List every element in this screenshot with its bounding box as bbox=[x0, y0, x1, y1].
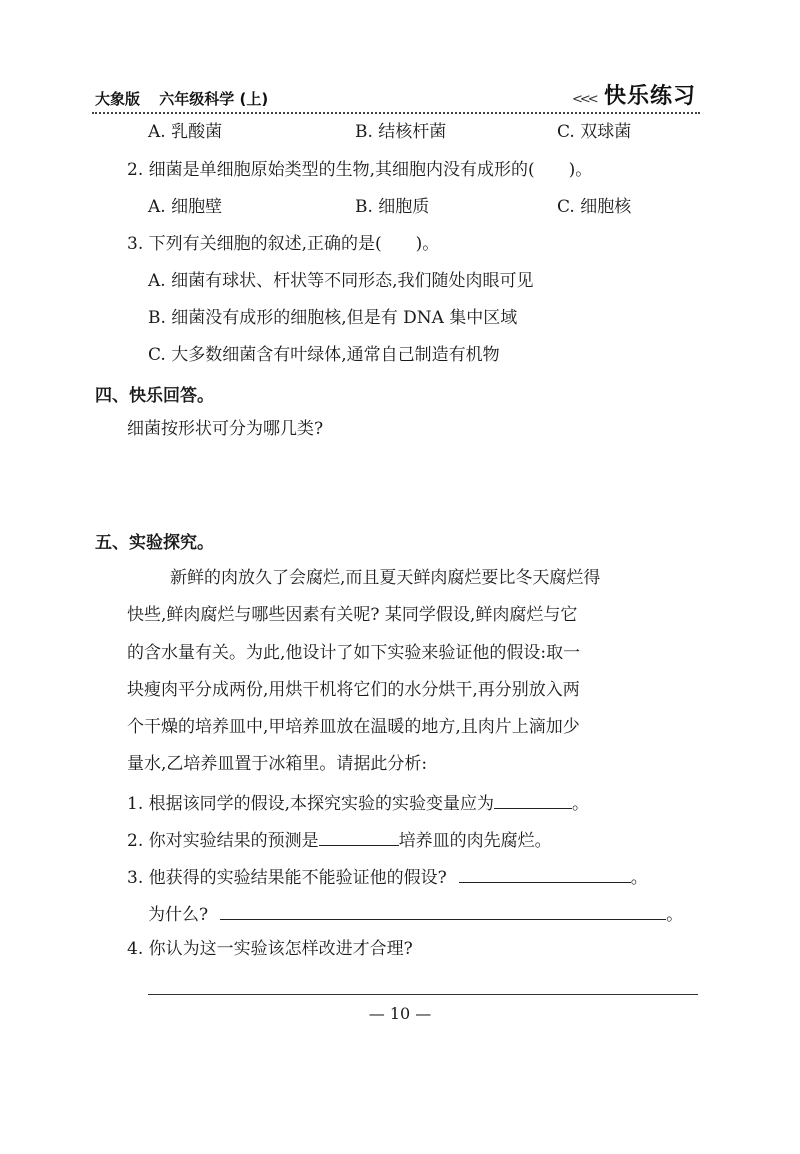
exp-q2 bbox=[127, 827, 552, 852]
exp-q1-end: 。 bbox=[572, 794, 590, 814]
q3-stem: 3. 下列有关细胞的叙述,正确的是( )。 bbox=[127, 234, 440, 254]
footer-divider bbox=[148, 994, 698, 995]
q3-option-a: A. 细菌有球状、杆状等不同形态,我们随处肉眼可见 bbox=[148, 271, 534, 291]
exp-q3-why-end: 。 bbox=[666, 905, 684, 925]
paragraph-line: 量水,乙培养皿置于冰箱里。请据此分析: bbox=[127, 754, 428, 774]
exp-q2-blank[interactable] bbox=[319, 827, 399, 846]
q2-option-a: A. 细胞壁 bbox=[148, 197, 223, 217]
section5-title: 五、实验探究。 bbox=[95, 533, 214, 553]
exp-q3-end: 。 bbox=[630, 868, 648, 888]
exp-q2-text: 2. 你对实验结果的预测是 bbox=[127, 831, 319, 851]
q1-option-b: B. 结核杆菌 bbox=[355, 122, 447, 142]
exp-q3-why bbox=[148, 901, 683, 926]
paragraph-line: 新鲜的肉放久了会腐烂,而且夏天鲜肉腐烂要比冬天腐烂得 bbox=[170, 568, 601, 588]
exp-q3-text: 3. 他获得的实验结果能不能验证他的假设? bbox=[127, 868, 447, 888]
exp-q3 bbox=[127, 864, 648, 889]
exp-q3-blank[interactable] bbox=[459, 864, 631, 883]
chevron-decoration-icon: <<< bbox=[572, 92, 596, 107]
exp-q4: 4. 你认为这一实验该怎样改进才合理? bbox=[127, 939, 413, 959]
exp-q1-text: 1. 根据该同学的假设,本探究实验的实验变量应为 bbox=[127, 794, 495, 814]
book-title: 六年级科学 (上) bbox=[159, 90, 269, 108]
q2-option-c: C. 细胞核 bbox=[557, 197, 632, 217]
publisher-label: 大象版 bbox=[95, 90, 141, 108]
page-number: — 10 — bbox=[368, 1004, 432, 1023]
header-divider bbox=[92, 112, 700, 114]
exp-q3-why-text: 为什么? bbox=[148, 905, 209, 925]
paragraph-line: 的含水量有关。为此,他设计了如下实验来验证他的假设:取一 bbox=[127, 643, 581, 663]
q3-option-b: B. 细菌没有成形的细胞核,但是有 DNA 集中区域 bbox=[148, 308, 518, 328]
paragraph-line: 块瘦肉平分成两份,用烘干机将它们的水分烘干,再分别放入两 bbox=[127, 680, 580, 700]
exp-q2-after: 培养皿的肉先腐烂。 bbox=[398, 831, 552, 851]
paragraph-line: 快些,鲜肉腐烂与哪些因素有关呢? 某同学假设,鲜肉腐烂与它 bbox=[127, 605, 578, 625]
exp-q1 bbox=[127, 790, 589, 815]
section4-question: 细菌按形状可分为哪几类? bbox=[127, 419, 324, 439]
q1-option-a: A. 乳酸菌 bbox=[148, 122, 223, 142]
q2-option-b: B. 细胞质 bbox=[355, 197, 430, 217]
q1-option-c: C. 双球菌 bbox=[557, 122, 632, 142]
q2-stem: 2. 细菌是单细胞原始类型的生物,其细胞内没有成形的( )。 bbox=[127, 160, 593, 180]
header-book-info bbox=[95, 88, 282, 109]
section4-title: 四、快乐回答。 bbox=[95, 386, 214, 406]
exp-q3-why-blank[interactable] bbox=[220, 901, 666, 920]
series-title: 快乐练习 bbox=[604, 84, 697, 109]
paragraph-line: 个干燥的培养皿中,甲培养皿放在温暖的地方,且肉片上滴加少 bbox=[127, 717, 580, 737]
q3-option-c: C. 大多数细菌含有叶绿体,通常自己制造有机物 bbox=[148, 345, 500, 365]
exp-q1-blank[interactable] bbox=[494, 790, 572, 809]
